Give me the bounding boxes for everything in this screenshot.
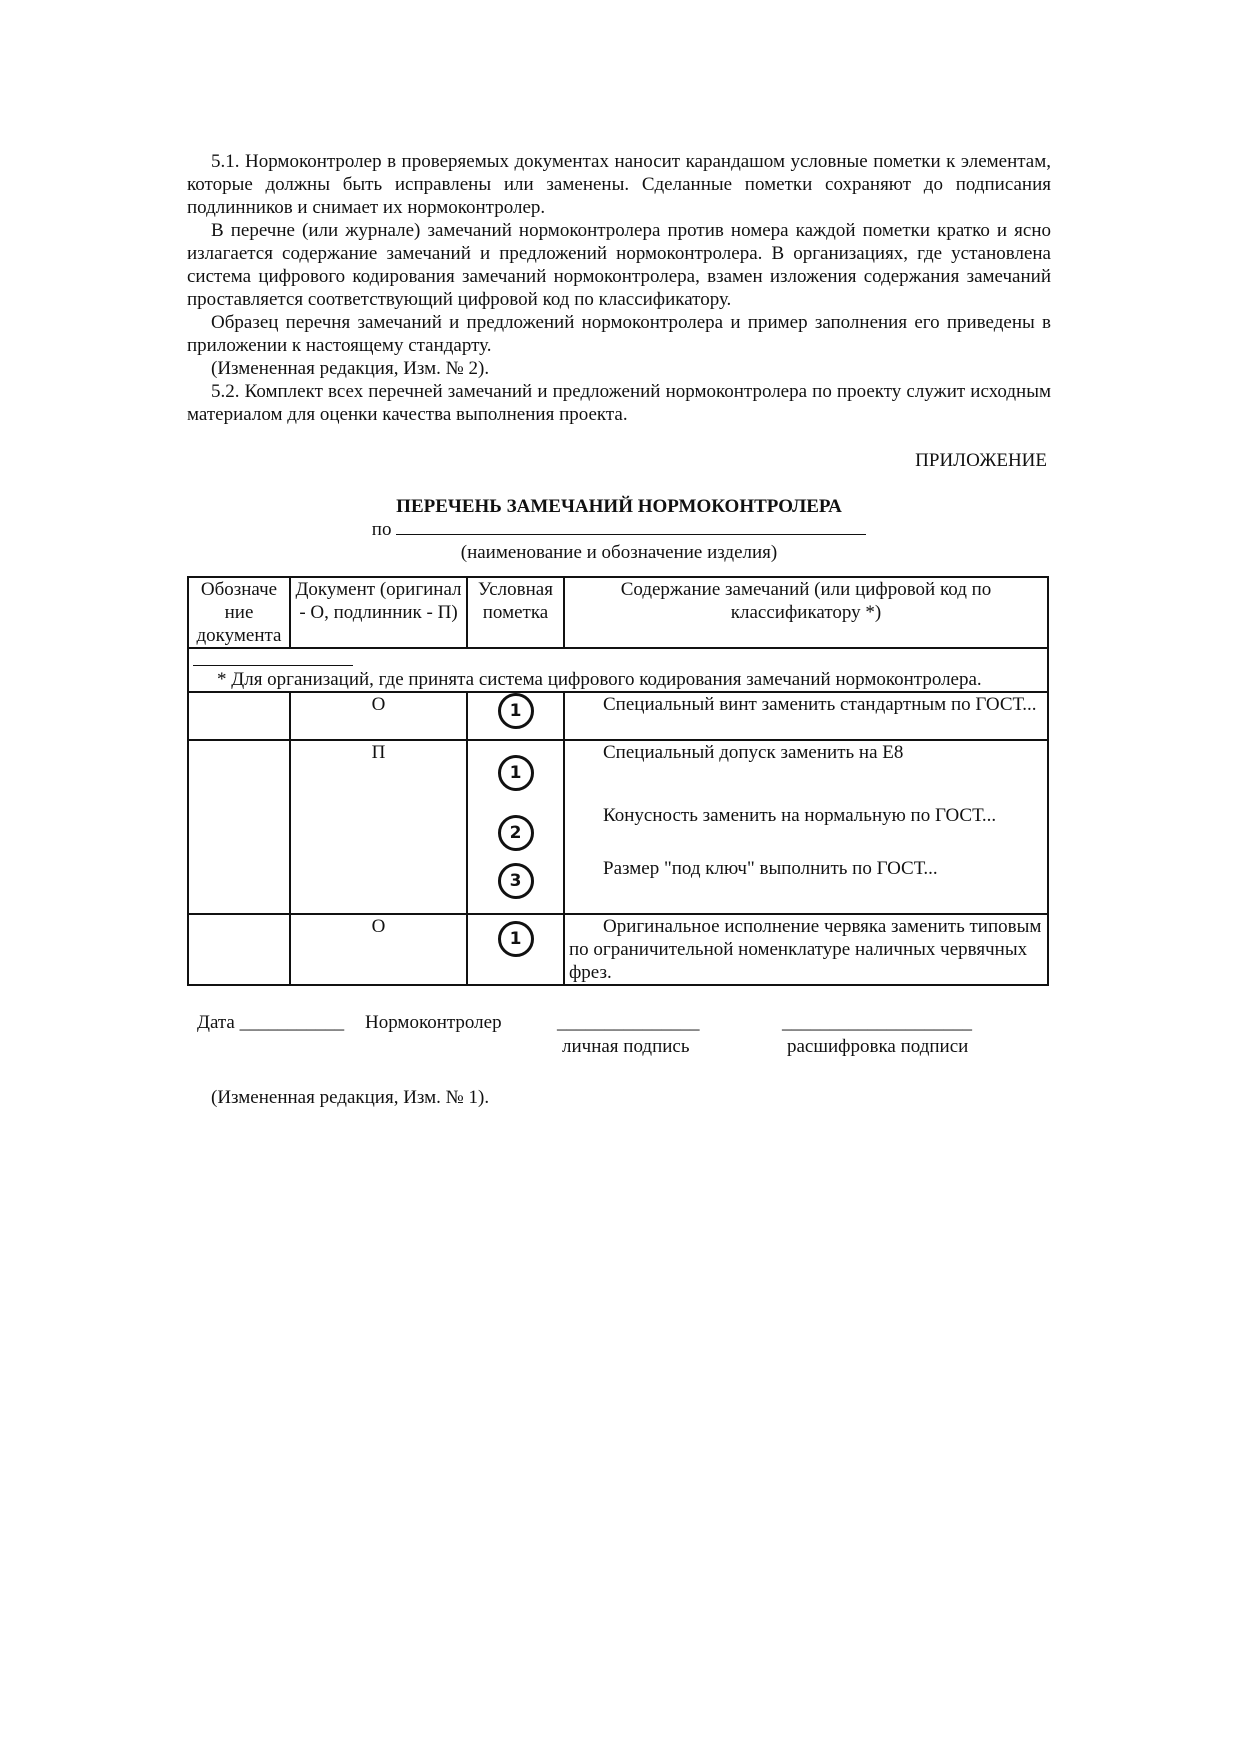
circled-number-icon: 3 <box>498 863 534 899</box>
table-row <box>188 914 1048 985</box>
designation-cell <box>188 914 290 985</box>
signature-caption: личная подпись <box>562 1036 690 1057</box>
mark-cell <box>467 692 564 740</box>
header-designation: Обозначе ние документа <box>188 577 290 648</box>
remark-text: Размер "под ключ" выполнить по ГОСТ... <box>603 858 938 879</box>
document-cell: О <box>290 692 467 740</box>
header-mark: Условная пометка <box>467 577 564 648</box>
footnote-row <box>188 648 1048 692</box>
document-cell: П <box>290 740 467 914</box>
product-caption: (наименование и обозначение изделия) <box>460 542 778 563</box>
designation-cell <box>188 740 290 914</box>
list-heading: ПЕРЕЧЕНЬ ЗАМЕЧАНИЙ НОРМОКОНТРОЛЕРА <box>396 496 842 517</box>
decode-caption: расшифровка подписи <box>787 1036 969 1057</box>
mark-cell <box>467 914 564 985</box>
circled-number-icon: 1 <box>498 921 534 957</box>
remark-cell <box>564 914 1048 985</box>
po-prefix: по <box>371 519 392 540</box>
table-header-row <box>188 577 1048 648</box>
footnote-cell <box>188 648 1048 692</box>
remark-text: Специальный допуск заменить на Е8 <box>603 742 904 763</box>
remark-cell <box>564 740 1048 914</box>
table-row <box>188 692 1048 740</box>
remarks-table <box>187 576 1049 986</box>
paragraph-5-2: 5.2. Комплект всех перечней замечаний и предложений нормоконтролера по проекту служит исходным материалом для оценки качества выполнения проекта. <box>187 381 1051 425</box>
appendix-label: ПРИЛОЖЕНИЕ <box>915 450 1047 471</box>
remark-cell <box>564 692 1048 740</box>
circled-number-icon: 1 <box>498 693 534 729</box>
controller-label: Нормоконтролер <box>365 1012 502 1033</box>
paragraph-sample: Образец перечня замечаний и предложений нормоконтролера и пример заполнения его приведены в приложении к настоящему стандарту. <box>187 312 1051 356</box>
paragraph-journal: В перечне (или журнале) замечаний нормоконтролера против номера каждой пометки кратко и ясно излагается содержание замечаний и предложений нормоконтролера. В организациях, где установлена система цифрового кодирования замечаний нормоконтролера, взамен изложения содержания замечаний проставляется соответствующий цифровой код по классификатору. <box>187 220 1051 310</box>
footnote-rule <box>193 655 353 666</box>
circled-number-icon: 2 <box>498 815 534 851</box>
remark-text: Конусность заменить на нормальную по ГОСТ... <box>603 805 997 826</box>
product-name-blank <box>396 518 866 535</box>
table-row <box>188 740 1048 914</box>
mark-cell <box>467 740 564 914</box>
document-cell: О <box>290 914 467 985</box>
product-line <box>187 518 1051 541</box>
remark-text: Оригинальное исполнение червяка заменить типовым по ограничительной номенклатуре наличных червячных фрез. <box>569 916 1042 983</box>
remark-text: Специальный винт заменить стандартным по ГОСТ... <box>603 694 1037 715</box>
designation-cell <box>188 692 290 740</box>
date-label: Дата ___________ <box>197 1012 345 1033</box>
header-content: Содержание замечаний (или цифровой код по классификатору *) <box>564 577 1048 648</box>
amendment-note: (Измененная редакция, Изм. № 1). <box>211 1087 490 1108</box>
document-page <box>187 150 1051 1109</box>
signature-block <box>187 1012 1051 1072</box>
decode-line: ____________________ <box>782 1012 972 1033</box>
footnote-text: * Для организаций, где принята система цифрового кодирования замечаний нормоконтролера. <box>217 669 982 690</box>
paragraph-5-1: 5.1. Нормоконтролер в проверяемых документах наносит карандашом условные пометки к элементам, которые должны быть исправлены или заменены. Сделанные пометки сохраняют до подписания подлинников и снимает их нормоконтролер. <box>187 151 1051 218</box>
paragraph-amendment-2: (Измененная редакция, Изм. № 2). <box>211 358 490 379</box>
signature-line: _______________ <box>557 1012 700 1033</box>
circled-number-icon: 1 <box>498 755 534 791</box>
header-document: Документ (оригинал - О, подлинник - П) <box>290 577 467 648</box>
